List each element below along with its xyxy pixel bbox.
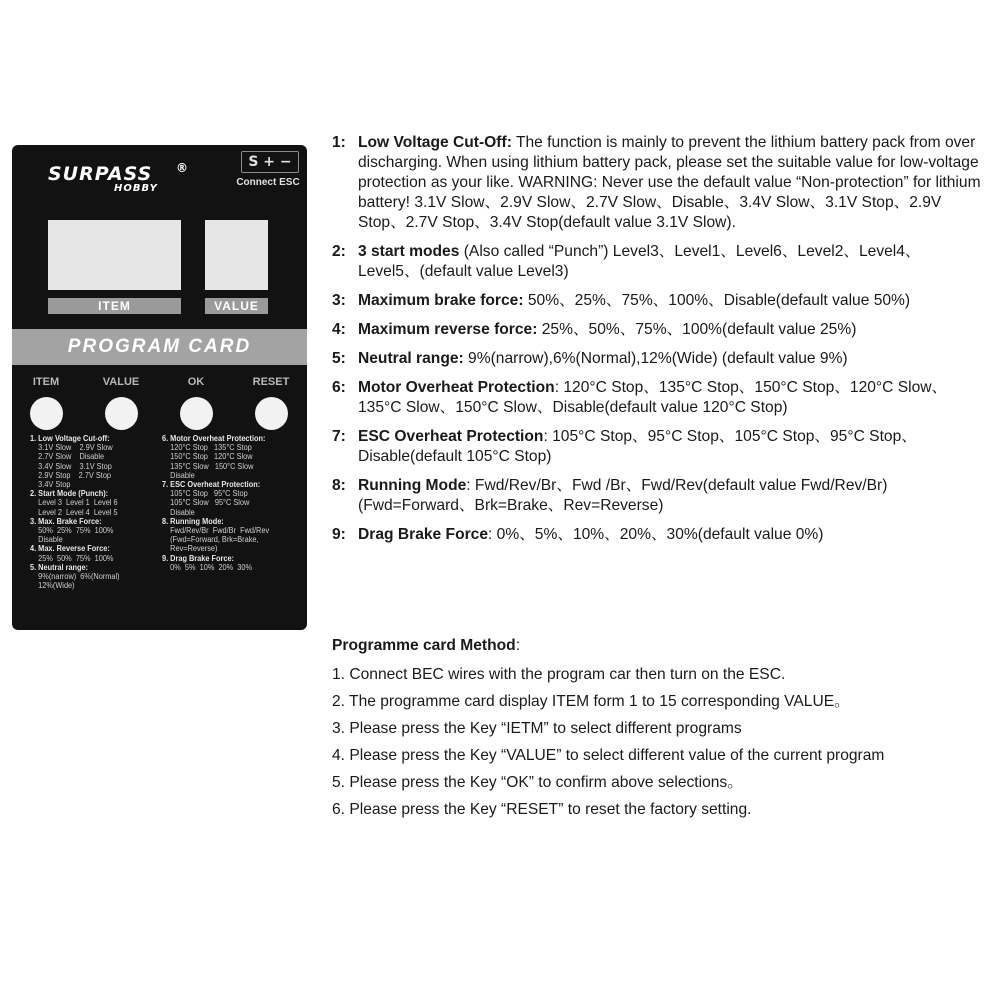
ok-button-label: OK [187, 376, 205, 388]
method-title-text: Programme card Method [332, 637, 516, 654]
spec-line: Disable [162, 507, 195, 517]
item-button[interactable] [30, 397, 63, 430]
setting-item [332, 291, 982, 311]
logo-registered-mark: ® [176, 161, 188, 175]
spec-line: 3.4V Slow 3.1V Stop [30, 461, 112, 471]
item-button-label: ITEM [32, 376, 60, 388]
spec-heading: 2. Start Mode (Punch): [30, 489, 109, 499]
spec-line: 135°C Slow 150°C Slow [162, 461, 254, 471]
settings-list [332, 133, 982, 554]
setting-number: 4: [332, 321, 346, 338]
setting-label: Low Voltage Cut-Off: [358, 134, 512, 151]
method-step: 3. Please press the Key “IETM” to select different programs [332, 720, 742, 737]
logo-sub-text: HOBBY [114, 183, 158, 194]
setting-item [332, 133, 982, 233]
setting-description: : 0%、5%、10%、20%、30%(default value 0%) [488, 526, 824, 543]
method-steps [332, 665, 982, 820]
spec-line: 3.1V Slow 2.9V Slow [30, 443, 113, 453]
setting-number: 7: [332, 428, 346, 445]
spec-line: (Fwd=Forward, Brk=Brake, [162, 535, 259, 545]
setting-description: 25%、50%、75%、100%(default value 25%) [537, 321, 857, 338]
spec-heading: 8. Running Mode: [162, 516, 224, 526]
setting-description: : 105°C Stop、95°C Stop、105°C Stop、95°C Stop、Disable(default 105°C Stop) [358, 428, 917, 465]
spec-line: 120°C Stop 135°C Stop [162, 443, 252, 453]
setting-item [332, 525, 982, 545]
setting-label: Drag Brake Force [358, 526, 489, 543]
method-step: 2. The programme card display ITEM form 1 to 15 corresponding VALUE。 [332, 693, 850, 710]
method-step: 4. Please press the Key “VALUE” to select different value of the current program [332, 747, 885, 764]
setting-label: Running Mode [358, 477, 467, 494]
spec-heading: 7. ESC Overheat Protection: [162, 480, 261, 490]
spec-line: 50% 25% 75% 100% [30, 526, 114, 536]
setting-item [332, 349, 982, 369]
spec-line: Level 3 Level 1 Level 6 [30, 498, 118, 508]
spec-line: Fwd/Rev/Br Fwd/Br Fwd/Rev [162, 526, 270, 536]
setting-description: : Fwd/Rev/Br、Fwd /Br、Fwd/Rev(default value Fwd/Rev/Br)(Fwd=Forward、Brk=Brake、Rev=Reverse) [358, 477, 888, 514]
spec-heading: 3. Max. Brake Force: [30, 516, 102, 526]
setting-number: 5: [332, 350, 346, 367]
spec-line: 3.4V Stop [30, 480, 71, 490]
reset-button-label: RESET [252, 376, 290, 388]
spec-line: Level 2 Level 4 Level 5 [30, 507, 118, 517]
value-button-label: VALUE [102, 376, 140, 388]
setting-label: Maximum brake force: [358, 292, 524, 309]
item-display [48, 220, 181, 290]
setting-description: 9%(narrow),6%(Normal),12%(Wide) (default value 9%) [463, 350, 848, 367]
setting-item [332, 378, 982, 418]
spec-heading: 9. Drag Brake Force: [162, 553, 235, 563]
method-section [332, 636, 982, 827]
spec-line: 150°C Stop 120°C Slow [162, 452, 253, 462]
setting-number: 9: [332, 526, 346, 543]
setting-description: The function is mainly to prevent the lithium battery pack from over discharging. When using lithium battery pack, please set the suitable value for low-voltage protection as your like. WARNING: Never use the default value “Non-protection” for lithium battery! 3.1V Slow、2.9V Slow、2.7V Slow、Disable、3.4V Slow、3.1V Stop、2.9V Stop、2.7V Stop、3.4V Stop(default value 3.1V Slow). [358, 134, 981, 231]
ok-button[interactable] [180, 397, 213, 430]
setting-description: (Also called “Punch”) Level3、Level1、Level6、Level2、Level4、Level5、(default value Level3) [358, 243, 921, 280]
value-display [205, 220, 268, 290]
setting-item [332, 242, 982, 282]
setting-item [332, 476, 982, 516]
program-card [12, 145, 307, 630]
setting-label: Maximum reverse force: [358, 321, 538, 338]
method-step: 1. Connect BEC wires with the program car then turn on the ESC. [332, 666, 786, 683]
spec-line: 2.7V Slow Disable [30, 452, 105, 462]
setting-description: : 120°C Stop、135°C Stop、150°C Stop、120°C Slow、135°C Slow、150°C Slow、Disable(default value 120°C Stop) [358, 379, 948, 416]
setting-label: 3 start modes [358, 243, 460, 260]
setting-label: Motor Overheat Protection [358, 379, 555, 396]
spec-line: 2.9V Stop 2.7V Stop [30, 470, 112, 480]
setting-number: 1: [332, 134, 346, 151]
spec-line: 0% 5% 10% 20% 30% [162, 562, 253, 572]
item-display-label: ITEM [48, 298, 181, 314]
setting-item [332, 427, 982, 467]
spec-heading: 4. Max. Reverse Force: [30, 544, 110, 554]
logo-main-text: SURPASS [48, 163, 153, 185]
setting-label: Neutral range: [358, 350, 464, 367]
value-button[interactable] [105, 397, 138, 430]
value-display-label: VALUE [205, 298, 268, 314]
spec-heading: 1. Low Voltage Cut-off: [30, 434, 110, 443]
spec-heading: 6. Motor Overheat Protection: [162, 434, 266, 443]
spec-line: 105°C Slow 95°C Slow [162, 498, 250, 508]
method-step: 6. Please press the Key “RESET” to reset the factory setting. [332, 801, 752, 818]
setting-number: 8: [332, 477, 346, 494]
spec-line: 25% 50% 75% 100% [30, 553, 114, 563]
spec-line: Rev=Reverse) [162, 544, 218, 554]
setting-item [332, 320, 982, 340]
method-title [332, 636, 982, 656]
setting-number: 2: [332, 243, 346, 260]
setting-number: 6: [332, 379, 346, 396]
spec-heading: 5. Neutral range: [30, 562, 89, 572]
method-step: 5. Please press the Key “OK” to confirm above selections。 [332, 774, 743, 791]
card-spec-list-right [162, 434, 269, 572]
spec-line: Disable [30, 535, 63, 545]
card-spec-list-left [30, 434, 120, 590]
program-card-banner: PROGRAM CARD [12, 329, 307, 365]
setting-number: 3: [332, 292, 346, 309]
spec-line: 12%(Wide) [30, 581, 75, 591]
spec-line: 9%(narrow) 6%(Normal) [30, 572, 120, 582]
spec-line: 105°C Stop 95°C Stop [162, 489, 248, 499]
connect-esc-label: Connect ESC [236, 177, 300, 188]
surpass-hobby-logo [48, 163, 198, 197]
reset-button[interactable] [255, 397, 288, 430]
esc-connector-port[interactable]: S + − [241, 151, 299, 173]
setting-label: ESC Overheat Protection [358, 428, 544, 445]
setting-description: 50%、25%、75%、100%、Disable(default value 50%) [523, 292, 911, 309]
method-title-colon: : [515, 637, 521, 654]
spec-line: Disable [162, 470, 195, 480]
